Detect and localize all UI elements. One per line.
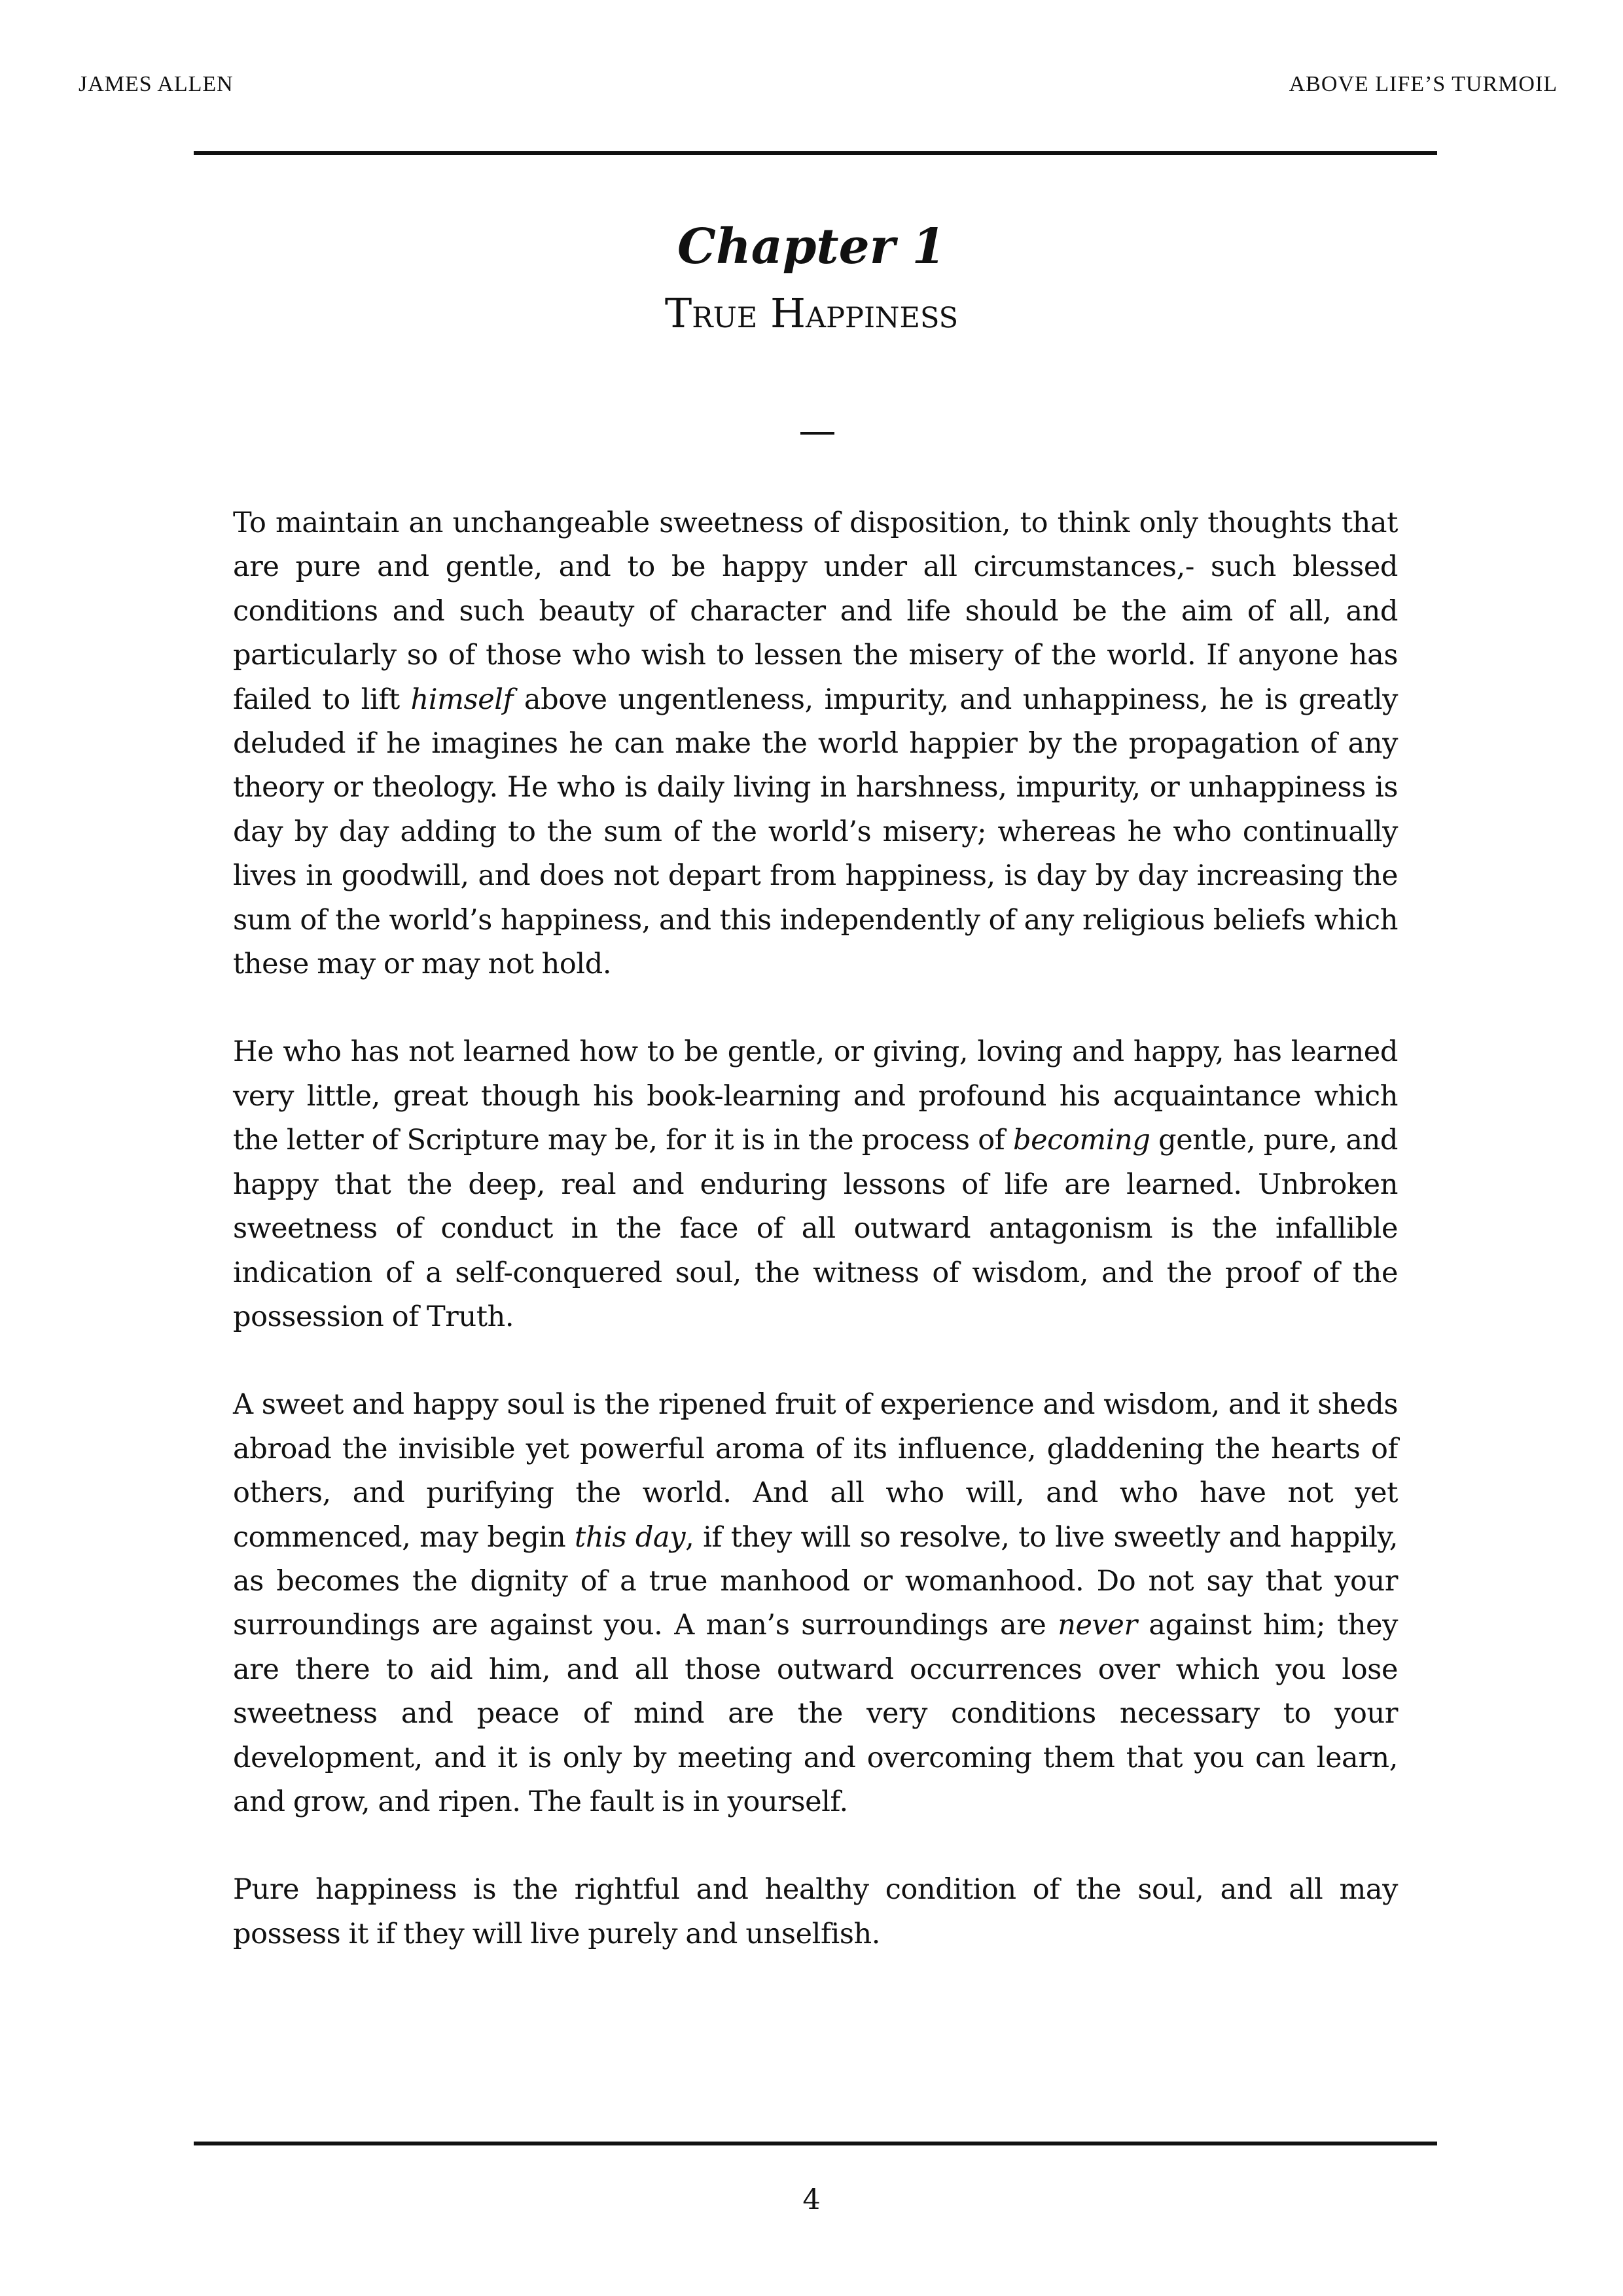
emphasis-text: himself — [410, 683, 514, 716]
emphasis-text: this day — [574, 1520, 686, 1554]
footer-rule — [194, 2142, 1437, 2145]
emphasis-text: never — [1058, 1609, 1137, 1642]
page-number: 4 — [802, 2183, 821, 2216]
paragraph — [233, 1030, 1398, 1339]
running-head-book-title: ABOVE LIFE’S TURMOIL — [1289, 72, 1558, 96]
paragraph-text: gentle, pure, and happy that the deep, real and enduring lessons of life are learned. Unbroken sweetness of conduct in the face of all outward antagonism is the infallible indication of a self-conquered soul, the witness of wisdom, and the proof of the possession of Truth. — [233, 1124, 1398, 1333]
paragraph-text: , if they will so resolve, to live sweetly and happily, as becomes the dignity of a true manhood or womanhood. Do not say that your surroundings are against you. A man’s surroundings are — [233, 1520, 1399, 1642]
chapter-body — [233, 501, 1398, 2000]
paragraph-text: A sweet and happy soul is the ripened fruit of experience and wisdom, and it sheds abroad the invisible yet powerful aroma of its influence, gladdening the hearts of others, and purifying the world. And all who will, and who have not yet commenced, may begin — [233, 1388, 1398, 1554]
paragraph-text: above ungentleness, impurity, and unhappiness, he is greatly deluded if he imagines he can make the world happier by the propagation of any theory or theology. He who is daily living in harshness, impurity, or unhappiness is day by day adding to the sum of the world’s misery; whereas he who continually lives in goodwill, and does not depart from happiness, is day by day increasing the sum of the world’s happiness, and this independently of any religious beliefs which these may or may not hold. — [233, 683, 1398, 981]
chapter-title: True Happiness — [664, 289, 959, 337]
paragraph — [233, 1868, 1398, 1956]
header-rule — [194, 151, 1437, 155]
paragraph-text: He who has not learned how to be gentle, or giving, loving and happy, has learned very little, great though his book-learning and profound his acquaintance which the letter of Scripture may be, for it is in the process of — [233, 1035, 1398, 1157]
paragraph-text: Pure happiness is the rightful and healthy condition of the soul, and all may possess it if they will live purely and unselfish. — [233, 1873, 1398, 1950]
paragraph-text: To maintain an unchangeable sweetness of disposition, to think only thoughts that are pure and gentle, and to be happy under all circumstances,- such blessed conditions and such beauty of character and life should be the aim of all, and particularly so of those who wish to lessen the misery of the world. If anyone has failed to lift — [233, 507, 1398, 716]
paragraph-text: against him; they are there to aid him, and all those outward occurrences over which you lose sweetness and peace of mind are the very conditions necessary to your development, and it is only by meeting and overcoming them that you can learn, and grow, and ripen. The fault is in yourself. — [233, 1609, 1399, 1818]
paragraph — [233, 501, 1398, 986]
paragraph — [233, 1383, 1398, 1824]
running-head-author: JAMES ALLEN — [79, 72, 234, 96]
chapter-number: Chapter 1 — [677, 219, 946, 275]
section-separator — [800, 432, 834, 435]
emphasis-text: becoming — [1012, 1124, 1150, 1157]
